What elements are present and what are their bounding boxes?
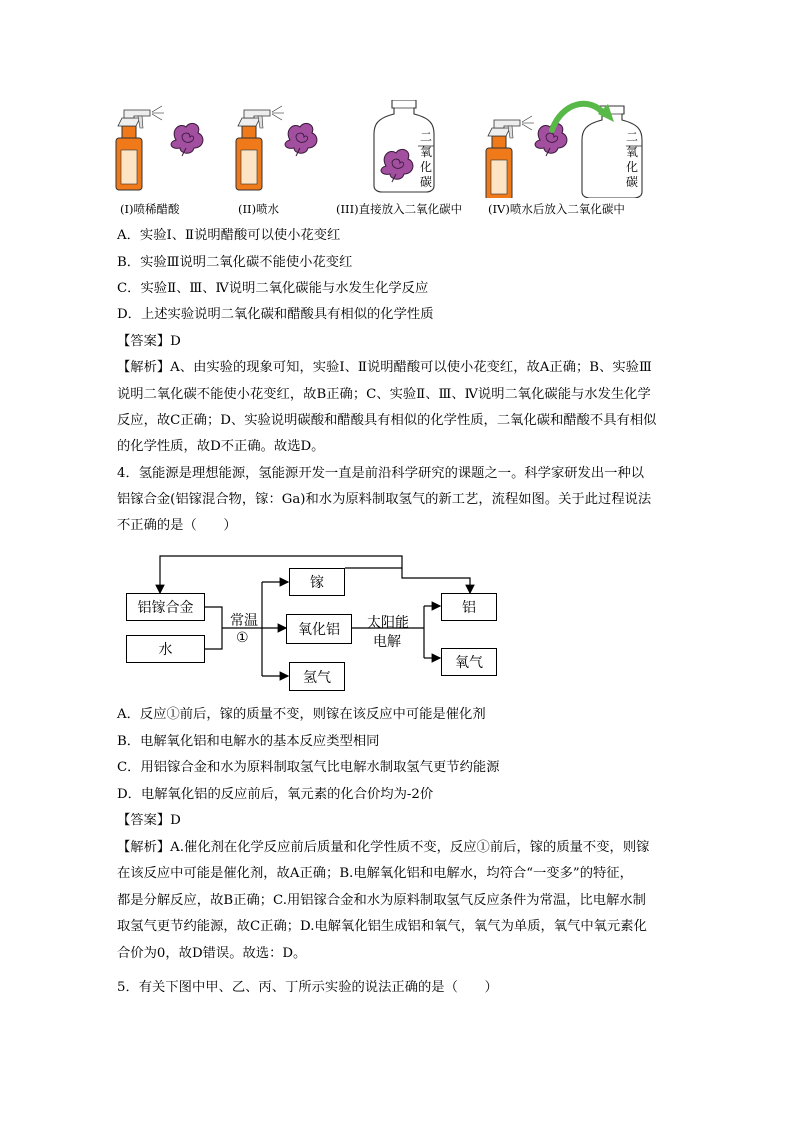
q4-stem-line: 铝镓合金(铝镓混合物，镓：Ga)和水为原料制取氢气的新工艺，流程如图。关于此过程说法: [117, 492, 652, 507]
q3-analysis-line: 【解析】A、由实验的现象可知，实验Ⅰ、Ⅱ说明醋酸可以使小花变红，故A正确；B、实验Ⅲ: [117, 360, 652, 375]
q4-analysis-line: 合价为0，故D错误。故选：D。: [117, 946, 307, 961]
q3-option-d: D．上述实验说明二氧化碳和醋酸具有相似的化学性质: [117, 307, 434, 322]
figure-caption-i: (I)喷稀醋酸: [120, 202, 180, 216]
figure-caption-iii: (III)直接放入二氧化碳中: [336, 202, 463, 216]
flow-box-aluminum: 铝: [441, 593, 497, 621]
sprayer-icon: [486, 116, 534, 198]
q4-option-d: D．电解氧化铝的反应前后，氧元素的化合价均为-2价: [117, 787, 434, 802]
flow-box-water: 水: [126, 635, 205, 663]
q4-stem-line: 不正确的是（ ）: [117, 518, 237, 533]
q3-option-b: B．实验Ⅲ说明二氧化碳不能使小花变红: [117, 255, 353, 270]
q4-analysis-line: 【解析】A.催化剂在化学反应前后质量和化学性质不变，反应①前后，镓的质量不变，则镓: [117, 840, 650, 855]
q3-analysis-line: 说明二氧化碳不能使小花变红，故B正确；C、实验Ⅱ、Ⅲ、Ⅳ说明二氧化碳能与水发生化学: [117, 387, 651, 402]
figure-caption-iv: (IV)喷水后放入二氧化碳中: [488, 202, 625, 216]
flower-icon: [285, 123, 317, 156]
flow-box-alumina: 氧化铝: [286, 614, 352, 644]
q3-option-a: A．实验Ⅰ、Ⅱ说明醋酸可以使小花变红: [117, 228, 341, 243]
q5-stem: 5．有关下图中甲、乙、丙、丁所示实验的说法正确的是（ ）: [117, 980, 498, 995]
q4-analysis-line: 取氢气更节约能源，故C正确；D.电解氧化铝生成铝和氧气，氧气为单质，氧气中氧元素化: [117, 919, 647, 934]
experiment-drawing: [110, 100, 650, 198]
q4-option-b: B．电解氧化铝和电解水的基本反应类型相同: [117, 734, 380, 749]
flow-label-electrolysis: 电解: [373, 634, 401, 650]
sprayer-icon: [116, 106, 164, 190]
sprayer-icon: [236, 106, 284, 190]
q3-option-c: C．实验Ⅱ、Ⅲ、Ⅳ说明二氧化碳能与水发生化学反应: [117, 281, 429, 296]
experiment-figure: [110, 100, 650, 198]
q4-stem-line: 4．氢能源是理想能源，氢能源开发一直是前沿科学研究的课题之一。科学家研发出一种以: [117, 466, 645, 481]
q4-analysis-line: 在该反应中可能是催化剂，故A正确；B.电解氧化铝和电解水，均符合“一变多”的特征，: [117, 866, 633, 881]
flower-icon: [171, 123, 203, 156]
q4-answer: 【答案】D: [117, 813, 181, 828]
bottle-label-iv: 二 氧 化 碳: [626, 130, 639, 189]
flow-label-solar: 太阳能: [367, 615, 409, 631]
flow-label-step: ①: [236, 630, 249, 646]
figure-caption-ii: (II)喷水: [238, 202, 280, 216]
q3-analysis-line: 反应，故C正确；D、实验说明碳酸和醋酸具有相似的化学性质，二氧化碳和醋酸不具有相似: [117, 413, 657, 428]
flow-box-gallium: 镓: [289, 568, 345, 596]
flow-label-condition: 常温: [230, 613, 258, 629]
flow-box-oxygen: 氧气: [441, 648, 497, 676]
flow-box-alloy: 铝镓合金: [126, 593, 205, 621]
q4-option-c: C．用铝镓合金和水为原料制取氢气比电解水制取氢气更节约能源: [117, 760, 500, 775]
flow-box-hydrogen: 氢气: [289, 662, 345, 691]
bottle-label-iii: 二 氧 化 碳: [420, 130, 433, 189]
q3-answer: 【答案】D: [117, 334, 181, 349]
q3-analysis-line: 的化学性质，故D不正确。故选D。: [117, 439, 325, 454]
q4-analysis-line: 都是分解反应，故B正确；C.用铝镓合金和水为原料制取氢气反应条件为常温，比电解水制: [117, 893, 646, 908]
q4-option-a: A．反应①前后，镓的质量不变，则镓在该反应中可能是催化剂: [117, 707, 486, 722]
